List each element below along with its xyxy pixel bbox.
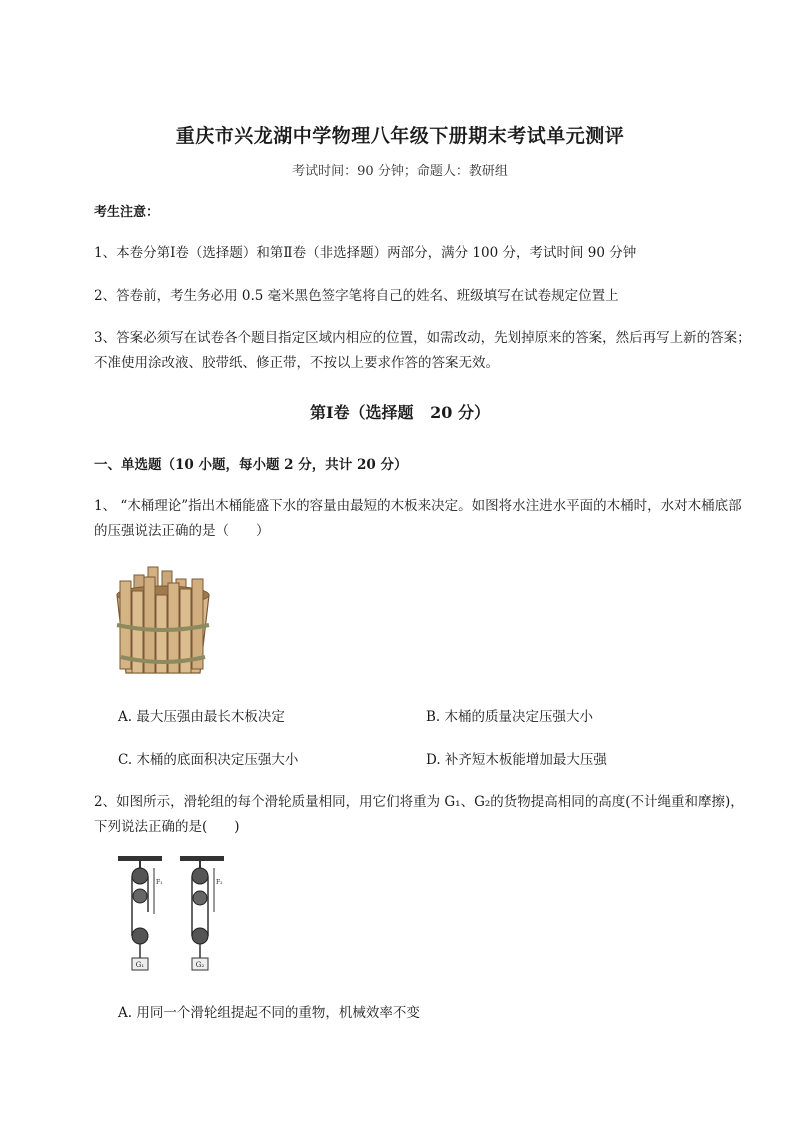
notice-item-1: 1、本卷分第Ⅰ卷（选择题）和第Ⅱ卷（非选择题）两部分，满分 100 分，考试时间 90 分钟: [94, 245, 637, 261]
question-2-option-a[interactable]: A. 用同一个滑轮组提起不同的重物，机械效率不变: [118, 1005, 420, 1021]
f1-label: F₁: [156, 879, 163, 886]
question-1-option-d[interactable]: D. 补齐短木板能增加最大压强: [426, 752, 607, 768]
notice-item-2: 2、答卷前，考生务必用 0.5 毫米黑色签字笔将自己的姓名、班级填写在试卷规定位置上: [94, 288, 619, 304]
notice-item-3: 3、答案必须写在试卷各个题目指定区域内相应的位置，如需改动，先划掉原来的答案，然后再写上新的答案；不准使用涂改液、胶带纸、修正带，不按以上要求作答的答案无效。: [94, 330, 751, 371]
section-title: 第Ⅰ卷（选择题 20 分）: [309, 403, 491, 422]
g2-label: G₂: [195, 961, 205, 969]
question-2-stem: 2、如图所示，滑轮组的每个滑轮质量相同，用它们将重为 G₁、G₂的货物提高相同的高度(不计绳重和摩擦)，下列说法正确的是( ): [94, 794, 744, 835]
question-1-option-a[interactable]: A. 最大压强由最长木板决定: [118, 709, 285, 725]
pulley-system-figure: [112, 854, 234, 978]
question-1-stem: 1、 “木桶理论”指出木桶能盛下水的容量由最短的木板来决定。如图将水注进水平面的木桶时，水对木桶底部的压强说法正确的是（ ）: [94, 498, 742, 539]
wooden-bucket-figure: [112, 565, 214, 677]
part-heading: 一、单选题（10 小题，每小题 2 分，共计 20 分）: [94, 457, 408, 473]
question-1-option-b[interactable]: B. 木桶的质量决定压强大小: [426, 709, 594, 725]
notice-heading: 考生注意：: [94, 205, 160, 220]
f2-label: F₂: [216, 879, 223, 886]
exam-subtitle: 考试时间：90 分钟；命题人：教研组: [292, 164, 508, 179]
question-1-option-c[interactable]: C. 木桶的底面积决定压强大小: [118, 752, 299, 768]
exam-title: 重庆市兴龙湖中学物理八年级下册期末考试单元测评: [175, 125, 625, 147]
g1-label: G₁: [135, 961, 145, 969]
